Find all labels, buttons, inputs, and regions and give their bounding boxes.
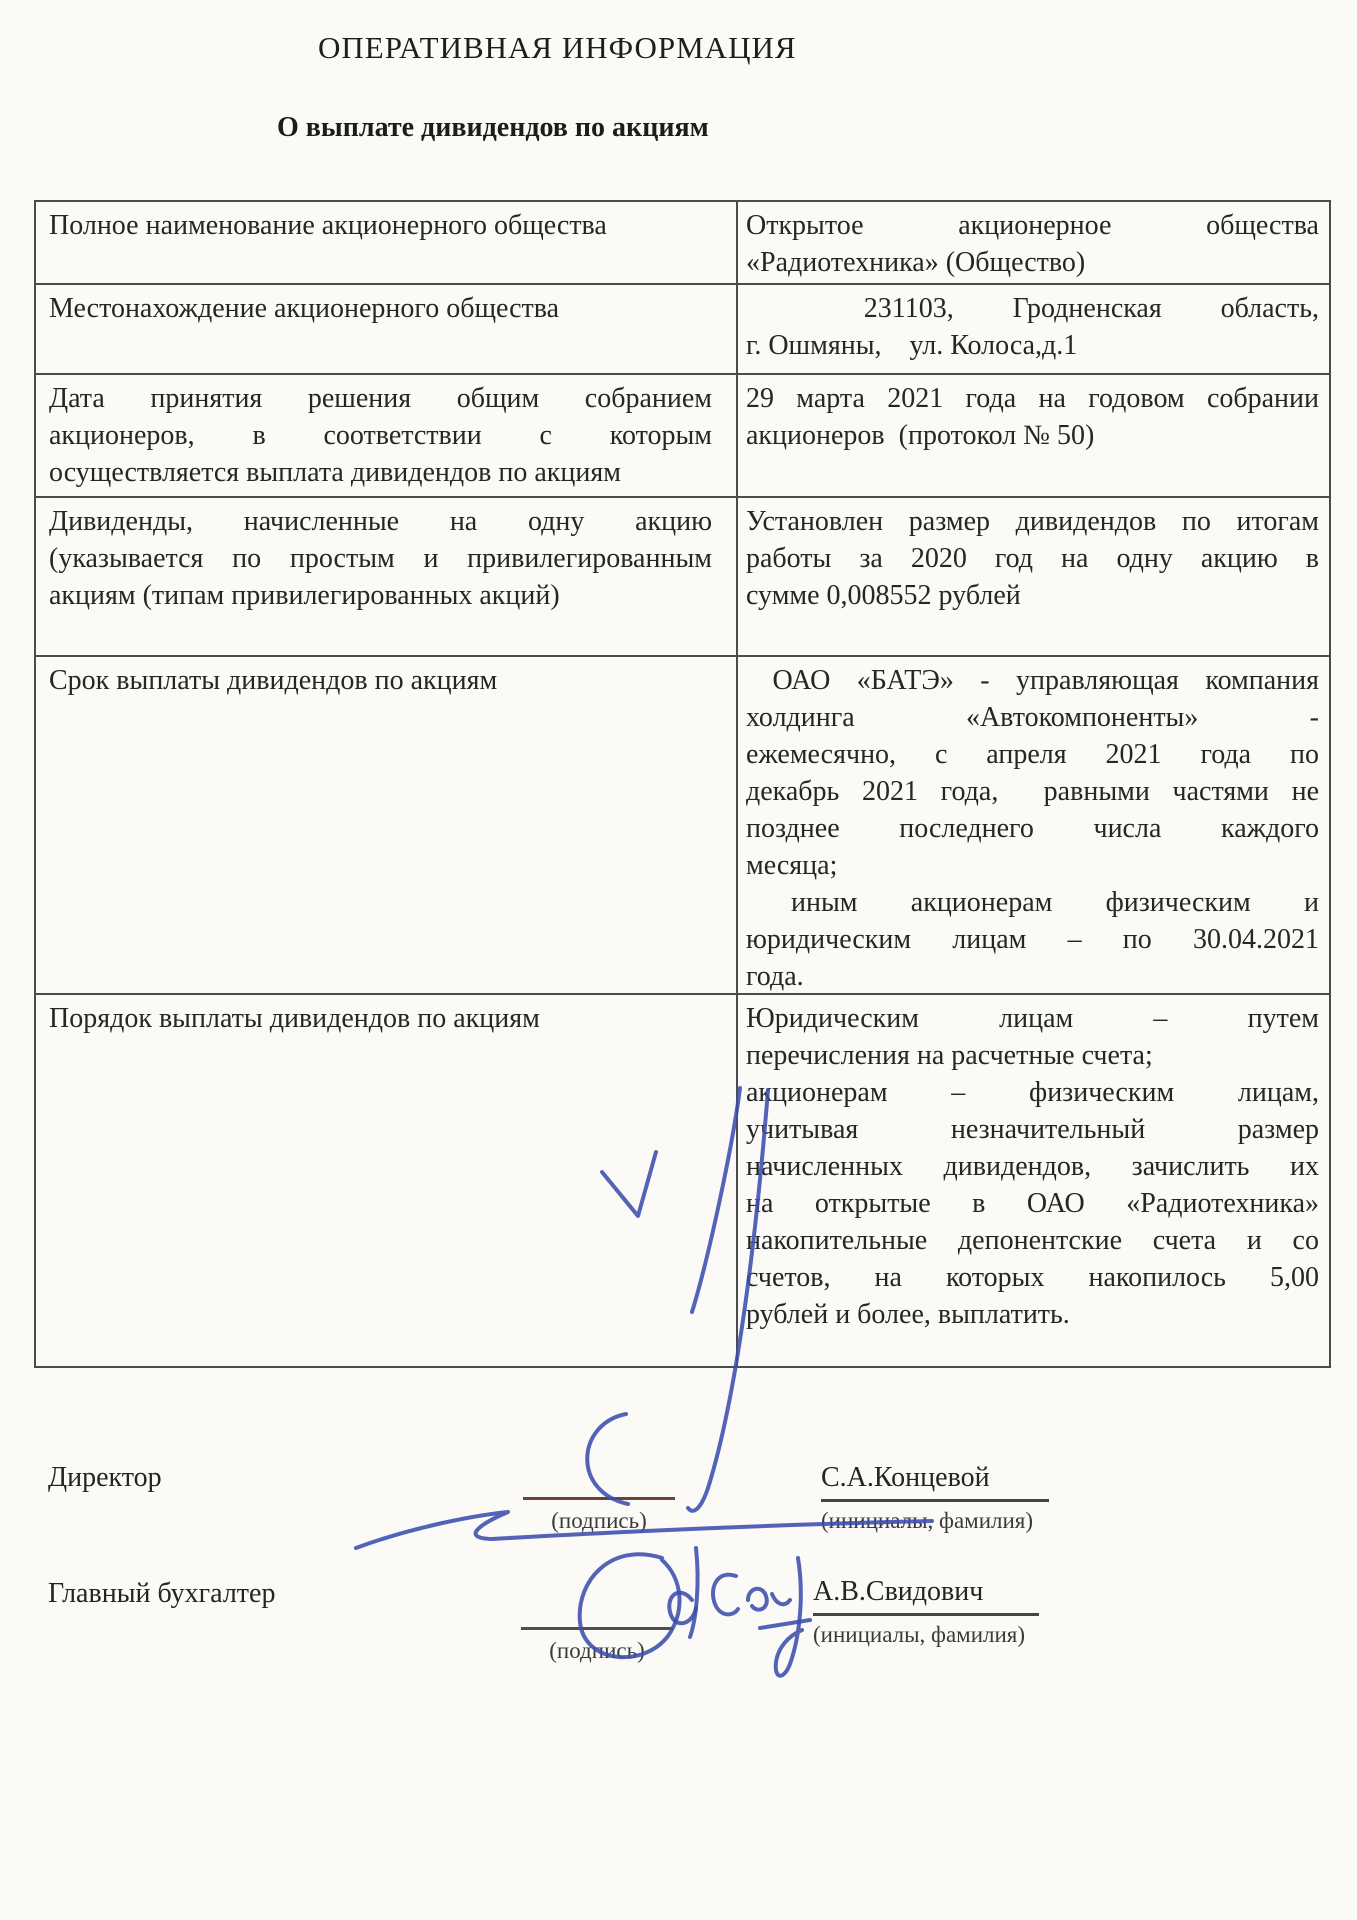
row-value-cell [738, 375, 1329, 496]
text-line: года. [746, 961, 804, 992]
text-line: Открытое акционерное общества [746, 210, 1319, 241]
row-label-cell [36, 285, 738, 373]
text-line: рублей и более, выплатить. [746, 1299, 1070, 1330]
row-value-cell [738, 285, 1329, 373]
chief-accountant-signature-line [521, 1592, 673, 1630]
table-row [36, 657, 1329, 995]
text-line: Юридическим лицам – путем [746, 1003, 1319, 1034]
text-line: ОАО «БАТЭ» - управляющая компания [746, 665, 1320, 696]
table-row [36, 202, 1329, 285]
text-line: месяца; [746, 850, 838, 881]
table-row [36, 285, 1329, 375]
table-row [36, 375, 1329, 498]
text-line: Полное наименование акционерного общества [49, 210, 607, 241]
text-line: акционеров (протокол № 50) [746, 420, 1095, 451]
text-line: Порядок выплаты дивидендов по акциям [49, 1003, 540, 1034]
text-line: иным акционерам физическим и [791, 887, 1319, 918]
row-value-cell [738, 995, 1329, 1366]
row-label-cell [36, 202, 738, 283]
row-label-cell [36, 375, 738, 496]
text-line: холдинга «Автокомпоненты» - [746, 702, 1319, 733]
text-line: акциям (типам привилегированных акций) [49, 580, 560, 611]
text-line: перечисления на расчетные счета; [746, 1040, 1153, 1071]
text-line: (указывается по простым и привилегированным [49, 543, 712, 574]
row-value-cell [738, 498, 1329, 655]
text-line: накопительные депонентские счета и со [746, 1225, 1319, 1256]
text-line: акционерам – физическим лицам, [746, 1077, 1319, 1108]
dividends-table [34, 200, 1331, 1368]
director-signature-line [523, 1462, 675, 1500]
text-line: учитывая незначительный размер [746, 1114, 1319, 1145]
director-role-label: Директор [48, 1462, 162, 1493]
text-line: счетов, на которых накопилось 5,00 [746, 1262, 1319, 1293]
director-sign-caption: (подпись) [551, 1508, 647, 1533]
text-line: 231103, Гродненская область, [746, 293, 1319, 324]
text-line: Установлен размер дивидендов по итогам [746, 506, 1319, 537]
row-label-cell [36, 498, 738, 655]
text-line: работы за 2020 год на одну акцию в [746, 543, 1319, 574]
text-line: декабрь 2021 года, равными частями не [746, 776, 1319, 807]
text-line: Дивиденды, начисленные на одну акцию [49, 506, 712, 537]
row-label-cell [36, 995, 738, 1366]
director-name: С.А.Концевой [821, 1462, 1049, 1502]
chief-accountant-name: А.В.Свидович [813, 1576, 1039, 1616]
text-line: Срок выплаты дивидендов по акциям [49, 665, 498, 696]
text-line: начисленных дивидендов, зачислить их [746, 1151, 1319, 1182]
text-line: акционеров, в соответствии с которым [49, 420, 712, 451]
text-line: Дата принятия решения общим собранием [49, 383, 712, 414]
text-line: юридическим лицам – по 30.04.2021 [746, 924, 1319, 955]
text-line: на открытые в ОАО «Радиотехника» [746, 1188, 1319, 1219]
text-line: ежемесячно, с апреля 2021 года по [746, 739, 1319, 770]
text-line: осуществляется выплата дивидендов по акциям [49, 457, 621, 488]
table-row [36, 498, 1329, 657]
director-name-caption: (инициалы, фамилия) [821, 1508, 1034, 1533]
row-label-cell [36, 657, 738, 993]
text-line: сумме 0,008552 рублей [746, 580, 1021, 611]
chief-accountant-role-label: Главный бухгалтер [48, 1578, 276, 1609]
chief-accountant-name-caption: (инициалы, фамилия) [813, 1622, 1026, 1647]
document-subtitle: О выплате дивидендов по акциям [277, 112, 709, 143]
text-line: Местонахождение акционерного общества [49, 293, 560, 324]
chief-accountant-sign-caption: (подпись) [549, 1638, 645, 1663]
row-value-cell [738, 202, 1329, 283]
table-row [36, 995, 1329, 1368]
text-line: позднее последнего числа каждого [746, 813, 1319, 844]
text-line: г. Ошмяны, ул. Колоса,д.1 [746, 330, 1078, 361]
text-line: 29 марта 2021 года на годовом собрании [746, 383, 1319, 414]
row-value-cell [738, 657, 1329, 993]
text-line: «Радиотехника» (Общество) [746, 247, 1086, 278]
document-title: ОПЕРАТИВНАЯ ИНФОРМАЦИЯ [318, 30, 797, 65]
